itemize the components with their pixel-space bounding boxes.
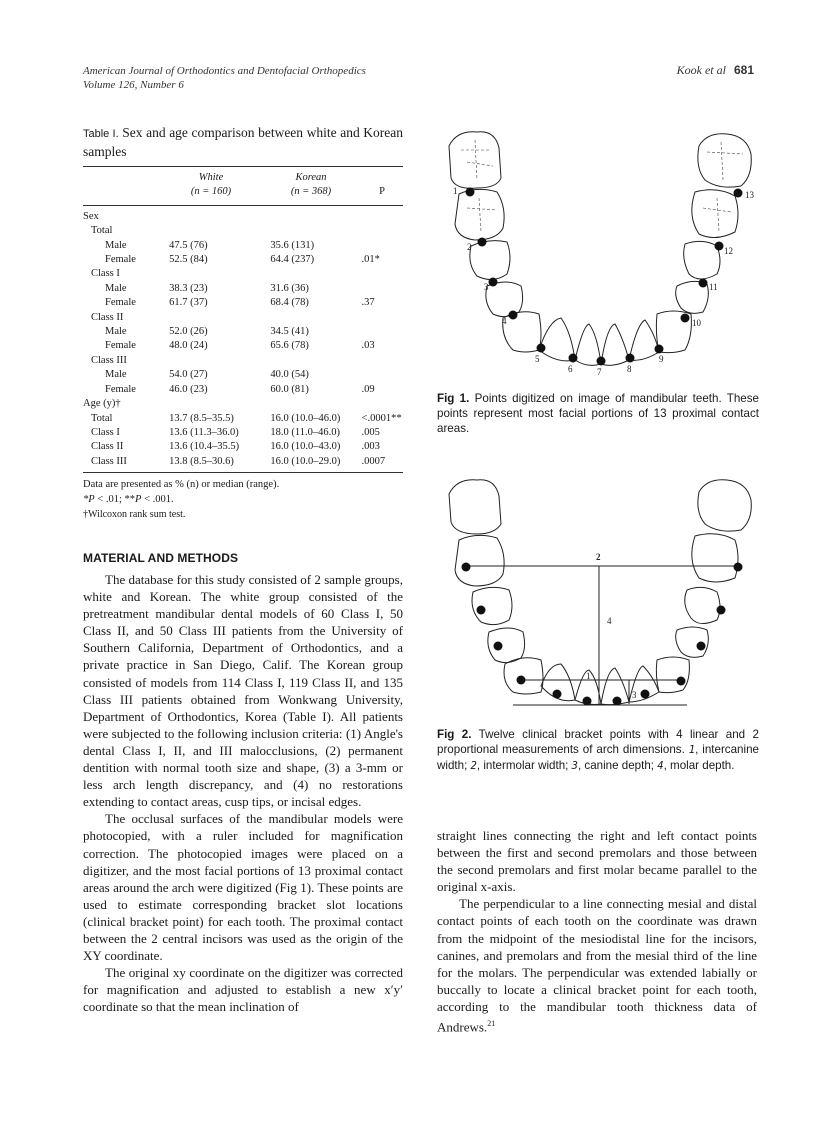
cell-korean bbox=[260, 267, 361, 281]
cell-korean bbox=[260, 397, 361, 411]
table-row bbox=[83, 368, 403, 382]
table-notes bbox=[83, 477, 403, 522]
col-white: White (n = 160) bbox=[190, 172, 232, 198]
svg-text:12: 12 bbox=[724, 246, 733, 256]
svg-text:1: 1 bbox=[453, 186, 458, 196]
journal-volume: Volume 126, Number 6 bbox=[83, 79, 184, 91]
table-row bbox=[83, 383, 403, 397]
cell-korean: 16.0 (10.0–46.0) bbox=[270, 412, 341, 424]
svg-text:3: 3 bbox=[484, 282, 489, 292]
row-label: Class III bbox=[91, 354, 127, 366]
svg-text:5: 5 bbox=[535, 354, 540, 364]
right-body-text bbox=[437, 827, 757, 1035]
table-row bbox=[83, 210, 403, 224]
row-label: Total bbox=[91, 412, 113, 424]
cell-korean bbox=[260, 354, 361, 368]
cell-p: .01* bbox=[361, 254, 380, 266]
cell-p bbox=[362, 210, 403, 224]
paragraph: The occlusal surfaces of the mandibular models were photocopied, with a ruler included for magnification correction. The photocopied images were placed on a digitizer, and the most facial portions of 13 proximal contact areas around the arch were digitized (Fig 1). These points are used to estimate corresponding bracket slot locations (clinical bracket point) for each tooth. The proximal contact between the 2 central incisors was used as the origin of the XY coordinate. bbox=[83, 811, 403, 964]
row-label: Sex bbox=[83, 210, 99, 222]
table-body bbox=[83, 210, 403, 469]
table-note: Data are presented as % (n) or median (range). bbox=[83, 479, 280, 491]
left-body-text bbox=[83, 571, 403, 1015]
running-header bbox=[83, 64, 366, 92]
measurement-lines bbox=[465, 566, 737, 705]
row-label: Male bbox=[105, 282, 127, 294]
row-label: Class I bbox=[91, 426, 120, 438]
row-label: Male bbox=[105, 369, 127, 381]
table-bottom-rule bbox=[83, 472, 403, 473]
cell-p: .003 bbox=[361, 441, 380, 453]
table-row bbox=[83, 267, 403, 281]
cell-white bbox=[169, 397, 260, 411]
cell-p: .005 bbox=[361, 426, 380, 438]
cell-p bbox=[362, 224, 403, 238]
table-title-text: Sex and age comparison between white and Korean samples bbox=[83, 125, 404, 159]
bracket-points-diagram bbox=[437, 474, 759, 706]
cell-white: 52.5 (84) bbox=[169, 254, 208, 266]
table-row bbox=[83, 311, 403, 325]
paragraph: The perpendicular to a line connecting mesial and distal contact points of each tooth on the coordinate was drawn from the midpoint of the mesiodistal line for the incisors, canines, and premolars and from the mesial third of the line for the molars. The perpendicular was extended labially or buccally to locate a clinical bracket point for each tooth, according to the mandibular tooth thickness data of Andrews.$^{21}$ bbox=[437, 896, 757, 1035]
table-row bbox=[83, 397, 403, 411]
col-p: P bbox=[379, 186, 385, 198]
cell-p bbox=[362, 325, 403, 339]
mandibular-arch-diagram-1 bbox=[437, 128, 759, 380]
cell-white bbox=[169, 311, 260, 325]
table-row bbox=[83, 455, 403, 469]
row-label: Male bbox=[105, 239, 127, 251]
cell-white: 13.7 (8.5–35.5) bbox=[169, 412, 234, 424]
table-title bbox=[83, 124, 403, 161]
figure-1-caption bbox=[437, 391, 759, 437]
row-label: Total bbox=[91, 225, 113, 237]
svg-text:13: 13 bbox=[745, 190, 754, 200]
col-korean: Korean (n = 368) bbox=[290, 172, 332, 198]
table-label: Table I. bbox=[83, 128, 119, 140]
table-top-rule bbox=[83, 166, 403, 167]
cell-white bbox=[169, 224, 260, 238]
figure-label: Fig 1. bbox=[437, 392, 470, 405]
cell-korean: 40.0 (54) bbox=[270, 369, 309, 381]
page-header-right bbox=[677, 63, 754, 78]
cell-korean: 64.4 (237) bbox=[270, 254, 315, 266]
cell-white bbox=[169, 354, 260, 368]
svg-text:10: 10 bbox=[692, 318, 701, 328]
cell-p bbox=[362, 267, 403, 281]
table-row bbox=[83, 339, 403, 353]
cell-korean: 65.6 (78) bbox=[270, 340, 309, 352]
row-label: Class III bbox=[91, 455, 127, 467]
cell-p: .37 bbox=[361, 297, 375, 309]
cell-p bbox=[362, 368, 403, 382]
journal-title: American Journal of Orthodontics and Dentofacial Orthopedics bbox=[83, 65, 366, 77]
row-label: Class II bbox=[91, 311, 124, 323]
reference-superscript: 21 bbox=[487, 1019, 496, 1029]
svg-text:9: 9 bbox=[659, 354, 664, 364]
authors: Kook et al bbox=[676, 63, 726, 77]
cell-korean bbox=[260, 210, 361, 224]
row-label: Class I bbox=[91, 268, 120, 280]
cell-p: .0007 bbox=[361, 455, 386, 467]
row-label: Class II bbox=[91, 441, 124, 453]
cell-white: 13.6 (10.4–35.5) bbox=[169, 441, 240, 453]
row-label: Female bbox=[105, 254, 136, 266]
section-heading: MATERIAL AND METHODS bbox=[83, 551, 239, 565]
figure-caption-text: Twelve clinical bracket points with 4 linear and 2 proportional measurements of arch dimensions. bbox=[437, 728, 759, 757]
figure-1 bbox=[437, 128, 759, 385]
cell-p bbox=[362, 397, 403, 411]
cell-white: 54.0 (27) bbox=[169, 369, 208, 381]
svg-text:3: 3 bbox=[632, 690, 637, 700]
cell-white: 13.6 (11.3–36.0) bbox=[169, 426, 239, 438]
svg-text:7: 7 bbox=[597, 367, 602, 377]
cell-korean: 60.0 (81) bbox=[270, 383, 309, 395]
row-label: Female bbox=[105, 297, 136, 309]
cell-white: 48.0 (24) bbox=[169, 340, 208, 352]
table-note: *P < .01; **P < .001. bbox=[83, 494, 174, 506]
cell-white bbox=[169, 267, 260, 281]
svg-text:11: 11 bbox=[709, 282, 718, 292]
paragraph: The database for this study consisted of 2 sample groups, white and Korean. The white group consisted of the pretreatment mandibular dental models of 60 Class I, 50 Class II, and 50 Class III patients from the University of Southern California, Department of Orthodontics, and a private practice in San Diego, Calif. The Korean group consisted of models from 114 Class I, 119 Class II, and 135 Class III patients obtained from Wonkwang University, Department of Orthodontics, Korea (Table I). All patients were subjected to the following inclusion criteria: (1) Angle's dental Class I, II, and III malocclusions, (2) permanent dentition with normal tooth size and shape, (3) a 3-mm or less arch length discrepancy, and (4) no restorations extending to contact areas, cusp tips, or incisal edges. bbox=[83, 572, 403, 810]
bracket-points bbox=[462, 563, 743, 706]
figure-caption-text: Points digitized on image of mandibular teeth. These points represent most facial portions of 13 proximal contact areas. bbox=[437, 392, 759, 436]
figure-2 bbox=[437, 474, 759, 711]
table-header-rule bbox=[83, 205, 403, 206]
table-1 bbox=[83, 124, 403, 522]
row-label: Age (y)† bbox=[83, 398, 121, 410]
cell-white: 61.7 (37) bbox=[169, 297, 208, 309]
cell-korean: 68.4 (78) bbox=[270, 297, 309, 309]
table-row bbox=[83, 440, 403, 454]
row-label: Male bbox=[105, 326, 127, 338]
table-row bbox=[83, 426, 403, 440]
cell-white: 38.3 (23) bbox=[169, 282, 208, 294]
cell-p: .09 bbox=[361, 383, 375, 395]
figure-label: Fig 2. bbox=[437, 728, 472, 741]
cell-white: 13.8 (8.5–30.6) bbox=[169, 455, 234, 467]
cell-p bbox=[362, 354, 403, 368]
table-row bbox=[83, 325, 403, 339]
cell-white: 52.0 (26) bbox=[169, 326, 208, 338]
cell-p bbox=[362, 282, 403, 296]
cell-p bbox=[362, 239, 403, 253]
cell-korean bbox=[260, 311, 361, 325]
table-row bbox=[83, 354, 403, 368]
table-row bbox=[83, 296, 403, 310]
table-header bbox=[83, 171, 403, 200]
svg-text:4: 4 bbox=[502, 316, 507, 326]
svg-text:8: 8 bbox=[627, 364, 632, 374]
paragraph: straight lines connecting the right and left contact points between the first and second premolars and those between the second premolars and first molar became parallel to the original x-axis. bbox=[437, 828, 757, 895]
svg-text:6: 6 bbox=[568, 364, 573, 374]
page-number: 681 bbox=[733, 63, 754, 77]
svg-text:2: 2 bbox=[467, 242, 472, 252]
cell-korean: 16.0 (10.0–43.0) bbox=[270, 441, 341, 453]
cell-korean: 16.0 (10.0–29.0) bbox=[270, 455, 341, 467]
cell-korean: 35.6 (131) bbox=[270, 239, 315, 251]
paragraph: The original xy coordinate on the digitizer was corrected for magnification and adjusted to establish a new x′y′ coordinate so that the mean inclination of bbox=[83, 965, 403, 1015]
table-note: †Wilcoxon rank sum test. bbox=[83, 509, 186, 521]
row-label: Female bbox=[105, 340, 136, 352]
table-row bbox=[83, 412, 403, 426]
table-row bbox=[83, 253, 403, 267]
contact-points bbox=[466, 188, 743, 366]
svg-text:2: 2 bbox=[596, 552, 601, 562]
svg-text:4: 4 bbox=[607, 616, 612, 626]
table-row bbox=[83, 224, 403, 238]
cell-korean: 34.5 (41) bbox=[270, 326, 309, 338]
table-row bbox=[83, 239, 403, 253]
table-row bbox=[83, 282, 403, 296]
cell-korean: 18.0 (11.0–46.0) bbox=[270, 426, 340, 438]
cell-p bbox=[362, 311, 403, 325]
cell-p: <.0001** bbox=[361, 412, 402, 424]
cell-p: .03 bbox=[361, 340, 375, 352]
cell-korean bbox=[260, 224, 361, 238]
svg-text:1: 1 bbox=[586, 671, 591, 681]
cell-white: 47.5 (76) bbox=[169, 239, 208, 251]
cell-white bbox=[169, 210, 260, 224]
cell-white: 46.0 (23) bbox=[169, 383, 208, 395]
row-label: Female bbox=[105, 383, 136, 395]
figure-2-caption: Fig 2. Twelve clinical bracket points with 4 linear and 2 proportional measurements of arch dimensions. 1, intercanine width; 2, intermolar width; 3, canine depth; 4, molar depth. bbox=[437, 728, 759, 773]
cell-korean: 31.6 (36) bbox=[270, 282, 309, 294]
